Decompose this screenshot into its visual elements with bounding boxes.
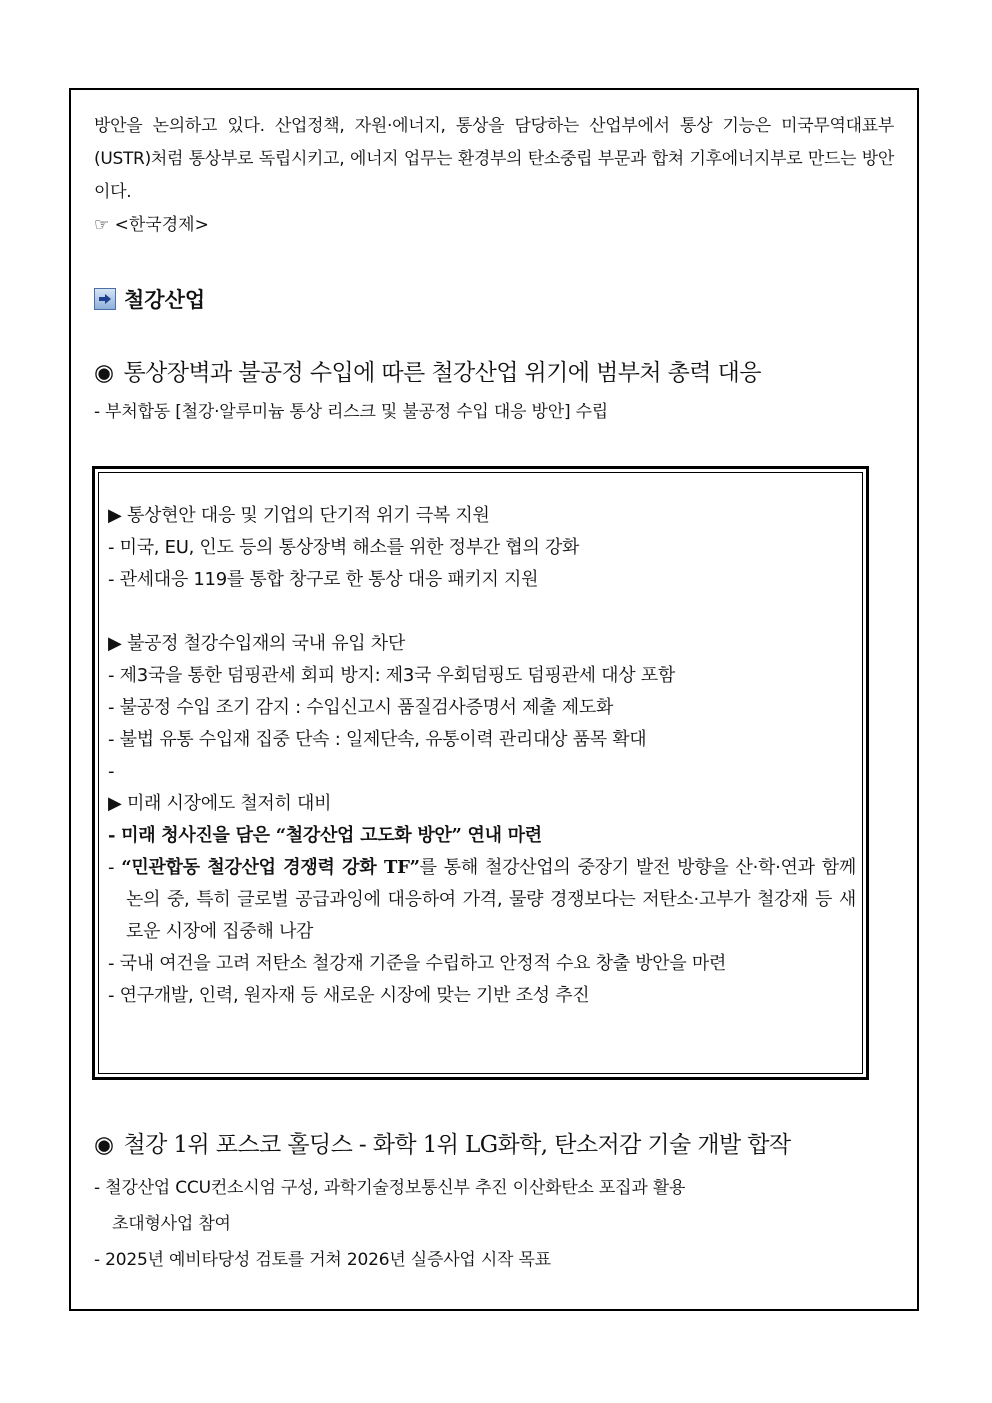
headline-bullet: ◉: [94, 360, 114, 386]
intro-paragraph-block: [94, 110, 894, 209]
group1-item: - 관세대응 119를 통합 창구로 한 통상 대응 패키지 지원: [108, 569, 539, 590]
tf-name: “민관합동 철강산업 경쟁력 강화 TF”: [121, 857, 420, 878]
article1-headline-text: 통상장벽과 불공정 수입에 따른 철강산업 위기에 범부처 총력 대응: [123, 360, 761, 386]
group2-title: ▶ 불공정 철강수입재의 국내 유입 차단: [108, 633, 405, 654]
intro-paragraph: 방안을 논의하고 있다. 산업정책, 자원·에너지, 통상을 담당하는 산업부에서 통상 기능은 미국무역대표부(USTR)처럼 통상부로 독립시키고, 에너지 업무는 환경부의 탄소중립 부문과 합쳐 기후에너지부로 만드는 방안이다.: [94, 116, 894, 202]
group1-item: - 미국, EU, 인도 등의 통상장벽 해소를 위한 정부간 협의 강화: [108, 537, 580, 558]
article2-sub1-line1: - 철강산업 CCU컨소시엄 구성, 과학기술정보통신부 추진 이산화탄소 포집과 활용: [94, 1178, 686, 1198]
group2-item: - 불법 유통 수입재 집중 단속 : 일제단속, 유통이력 관리대상 품목 확대: [108, 729, 647, 750]
group3-bold-item: - 미래 청사진을 담은 “철강산업 고도화 방안” 연내 마련: [108, 825, 542, 846]
group1-title: ▶ 통상현안 대응 및 기업의 단기적 위기 극복 지원: [108, 505, 490, 526]
group3-title: ▶ 미래 시장에도 철저히 대비: [108, 793, 332, 814]
arrow-right-icon: [94, 288, 116, 310]
article1-headline: [94, 354, 761, 387]
group2-item: - 불공정 수입 조기 감지 : 수입신고시 품질검사증명서 제출 제도화: [108, 697, 614, 718]
headline-bullet: ◉: [94, 1132, 114, 1158]
group3-item: - 연구개발, 인력, 원자재 등 새로운 시장에 맞는 기반 조성 추진: [108, 985, 590, 1006]
group3-tf-item: [108, 852, 856, 948]
group2-item: -: [108, 761, 115, 782]
group3-item: - 국내 여건을 고려 저탄소 철강재 기준을 수립하고 안정적 수요 창출 방안을 마련: [108, 953, 727, 974]
tf-description: 를 통해 철강산업의 중장기 발전 방향을 산·학·연과 함께 논의 중, 특히 글로벌 공급과잉에 대응하여 가격, 물량 경쟁보다는 저탄소·고부가 철강재 등 새로운 시장에 집중해 나감: [126, 857, 856, 942]
section-heading: [94, 284, 205, 314]
summary-box-content: [108, 500, 856, 1012]
article2-headline: [94, 1126, 791, 1159]
article2-sub2: - 2025년 예비타당성 검토를 거쳐 2026년 실증사업 시작 목표: [94, 1250, 551, 1270]
article2-headline-text: 철강 1위 포스코 홀딩스 - 화학 1위 LG화학, 탄소저감 기술 개발 합작: [123, 1132, 791, 1158]
source-citation: ☞ <한국경제>: [94, 215, 209, 235]
section-title: 철강산업: [124, 287, 206, 312]
article2-sub1-line2: 초대형사업 참여: [112, 1214, 231, 1234]
group2-item: - 제3국을 통한 덤핑관세 회피 방지: 제3국 우회덤핑도 덤핑관세 대상 포함: [108, 665, 675, 686]
tf-prefix: -: [108, 857, 122, 878]
article1-sub: - 부처합동 [철강·알루미늄 통상 리스크 및 불공정 수입 대응 방안] 수립: [94, 402, 609, 422]
